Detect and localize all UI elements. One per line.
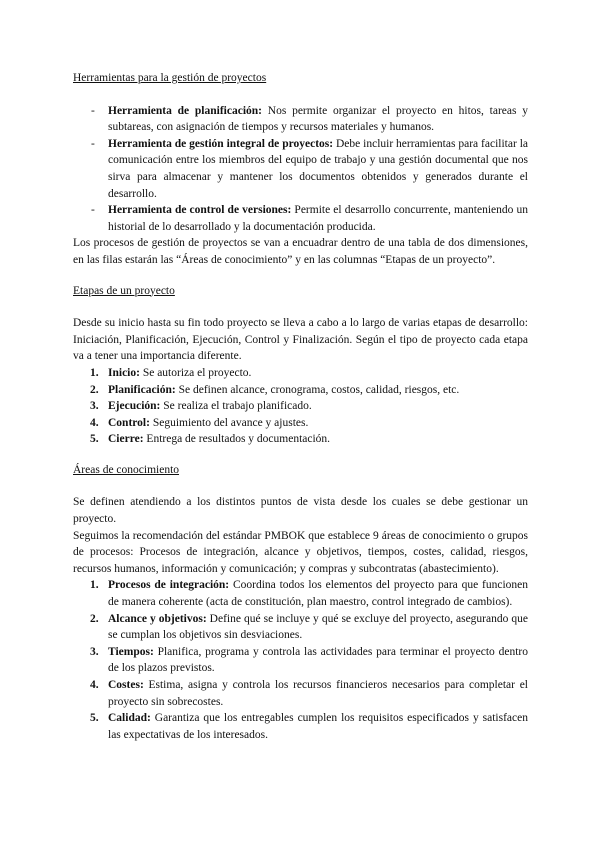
list-item [73,103,528,136]
areas-list [73,577,528,743]
item-number: 3. [90,400,99,413]
item-number: 3. [90,645,99,658]
paragraph-procesos: Los procesos de gestión de proyectos se van a encuadrar dentro de una tabla de dos dimensiones, en las filas estarán las “Áreas de conocimiento” y en las columnas “Etapas de un proyecto”. [73,237,528,266]
item-text: Nos permite organizar el proyecto en hitos, tareas y subtareas, con asignación de tiempos y recursos materiales y humanos. [108,104,528,134]
bullet-dash: - [91,204,95,217]
list-item [73,431,528,448]
item-number: 5. [90,712,99,725]
item-term: Herramienta de control de versiones: [108,204,292,217]
paragraph-areas-intro-2: Seguimos la recomendación del estándar PMBOK que establece 9 áreas de conocimiento o grupos de procesos: Procesos de integración, alcance y objetivos, tiempos, costes, calidad, riesgos, recursos humanos, información y comunicación; y compras y subcontratas (abastecimiento). [73,529,528,575]
item-term: Tiempos: [108,645,154,658]
item-text: Permite el desarrollo concurrente, manteniendo un historial de lo desarrollado y la documentación producida. [108,204,528,233]
item-text: Entrega de resultados y documentación. [143,433,331,446]
list-item [73,677,528,710]
section-heading-etapas: Etapas de un proyecto [73,284,175,297]
item-term: Herramienta de planificación: [108,104,262,117]
list-item [73,398,528,415]
list-item [73,644,528,677]
item-term: Costes: [108,679,144,691]
item-text: Define qué se incluye y qué se excluye del proyecto, asegurando que se cumplan los objetivos sin desviaciones. [108,612,528,642]
paragraph-areas-intro-1: Se definen atendiendo a los distintos puntos de vista desde los cuales se debe gestionar un proyecto. [73,496,528,526]
list-item [73,202,528,235]
item-number: 4. [90,679,99,691]
item-term: Inicio: [108,366,140,379]
item-term: Planificación: [108,383,176,396]
item-text: Garantiza que los entregables cumplen los requisitos especificados y satisfacen las expectativas de los interesados. [108,712,528,741]
item-term: Alcance y objetivos: [108,612,207,625]
section-heading-herramientas: Herramientas para la gestión de proyectos [73,72,267,84]
item-term: Herramienta de gestión integral de proyectos: [108,137,334,150]
item-number: 1. [90,579,99,592]
item-number: 2. [90,612,99,625]
item-term: Ejecución: [108,400,161,413]
item-text: Debe incluir herramientas para facilitar la comunicación entre los miembros del equipo de trabajo y una gestión documental que nos sirva para almacenar y mantener los documentos obtenidos y generados durante el desarrollo. [108,137,528,200]
list-item [73,577,528,610]
list-item [73,382,528,399]
item-text: Seguimiento del avance y ajustes. [149,416,309,429]
item-text: Coordina todos los elementos del proyecto para que funcionen de manera coherente (acta de constitución, plan maestro, control integrado de cambios). [108,579,529,609]
item-number: 4. [90,416,99,429]
paragraph-etapas-intro: Desde su inicio hasta su fin todo proyecto se lleva a cabo a lo largo de varias etapas de desarrollo: Iniciación, Planificación, Ejecución, Control y Finalización. Según el tipo de proyecto cada etapa va a tener una importancia diferente. [73,317,528,363]
herramientas-list [73,103,528,236]
list-item [73,710,528,743]
item-text: Se realiza el trabajo planificado. [160,400,312,413]
list-item [73,415,528,432]
item-text: Estima, asigna y controla los recursos financieros necesarios para completar el proyecto sin sobrecostes. [108,679,528,708]
item-text: Se autoriza el proyecto. [139,366,252,379]
etapas-list [73,365,528,448]
list-item [73,365,528,382]
section-heading-areas: Áreas de conocimiento [73,463,180,476]
item-text: Planifica, programa y controla las actividades para terminar el proyecto dentro de los plazos previstos. [108,645,528,675]
item-text: Se definen alcance, cronograma, costos, calidad, riesgos, etc. [175,383,460,396]
list-item [73,136,528,202]
item-number: 2. [90,383,99,396]
item-term: Control: [108,416,150,429]
item-number: 5. [90,433,99,446]
item-term: Cierre: [108,433,144,446]
item-term: Calidad: [108,712,151,725]
item-number: 1. [90,366,99,379]
bullet-dash: - [91,104,95,117]
item-term: Procesos de integración: [108,579,230,592]
list-item [73,611,528,644]
bullet-dash: - [91,137,95,150]
